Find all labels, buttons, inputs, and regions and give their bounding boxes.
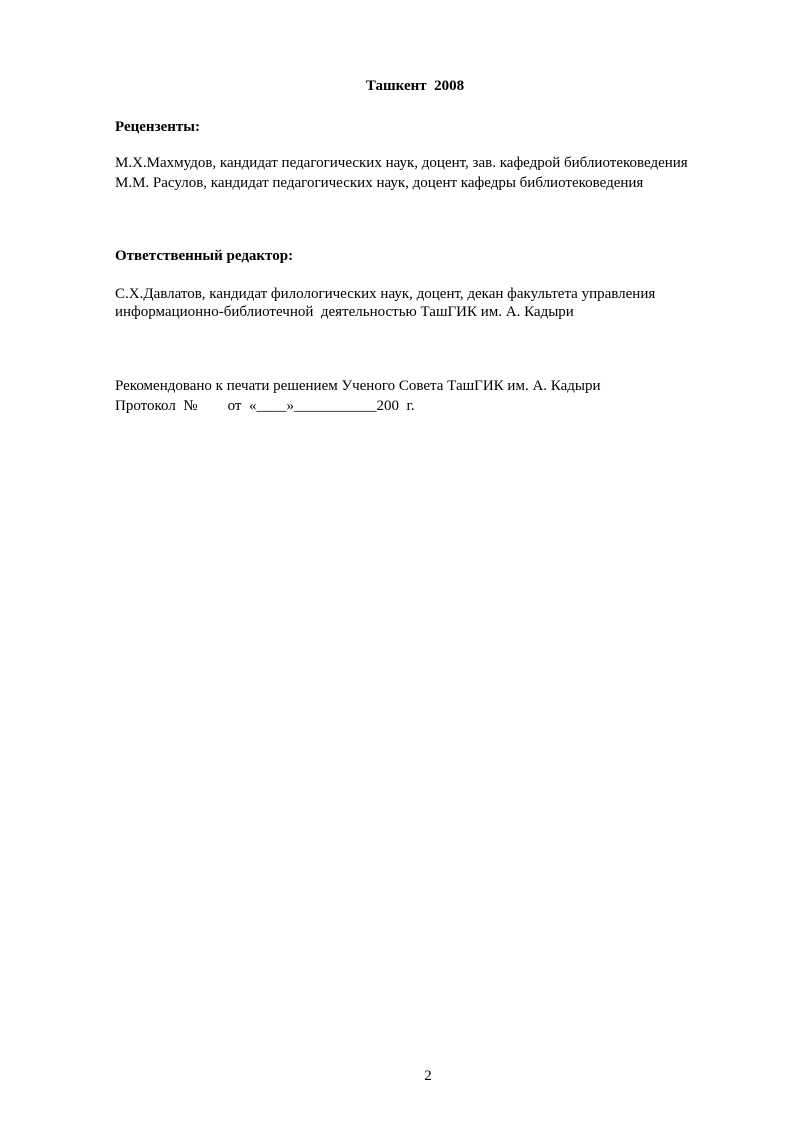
page-number: 2 <box>424 1068 432 1084</box>
reviewer-line: М.М. Расулов, кандидат педагогических наук, доцент кафедры библиотековедения <box>115 175 644 191</box>
editor-heading: Ответственный редактор: <box>115 248 294 264</box>
recommendation-line: Рекомендовано к печати решением Ученого Совета ТашГИК им. А. Кадыри <box>115 378 601 394</box>
reviewer-line: М.Х.Махмудов, кандидат педагогических наук, доцент, зав. кафедрой библиотековедения <box>115 155 688 171</box>
city-year: Ташкент 2008 <box>365 78 465 94</box>
editor-line: С.Х.Давлатов, кандидат филологических наук, доцент, декан факультета управления <box>115 286 656 302</box>
reviewers-heading: Рецензенты: <box>115 119 200 135</box>
protocol-line: Протокол № от «____»___________200 г. <box>115 398 415 414</box>
editor-line: информационно-библиотечной деятельностью ТашГИК им. А. Кадыри <box>115 304 574 320</box>
